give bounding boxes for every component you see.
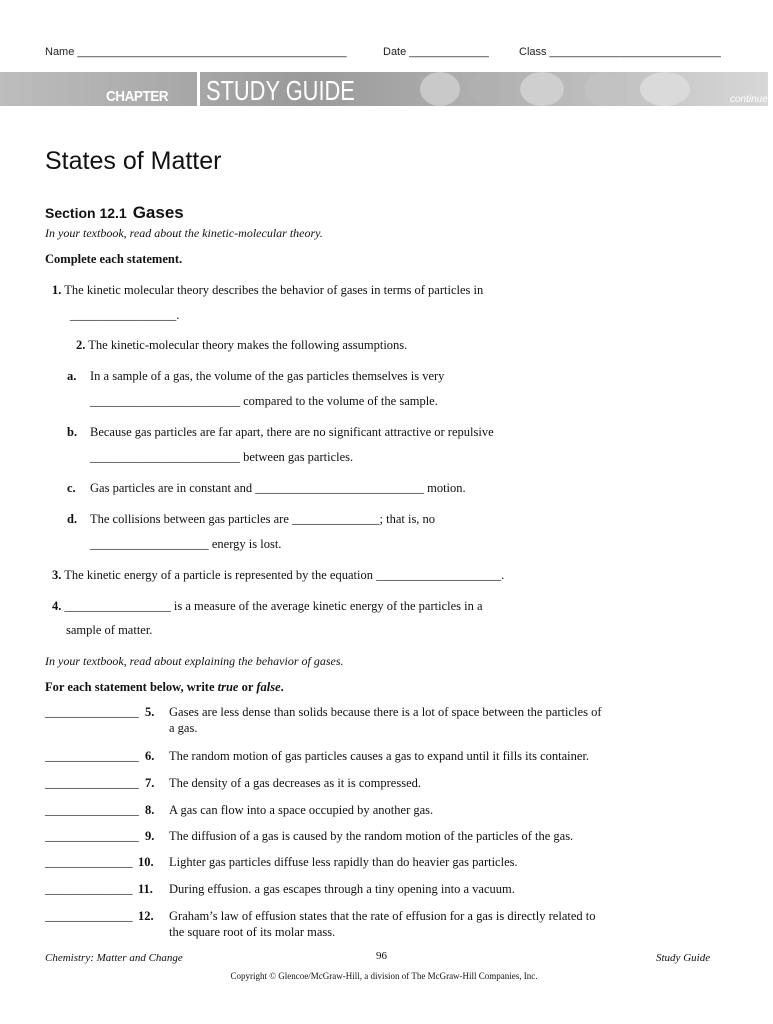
question-4-line2: sample of matter. xyxy=(66,623,153,637)
item-text: A gas can flow into a space occupied by another gas. xyxy=(169,803,434,817)
item-letter: b. xyxy=(67,425,78,439)
question-2 xyxy=(76,337,407,353)
page-title: States of Matter xyxy=(45,147,222,175)
continued-label: continued xyxy=(730,94,773,105)
word-false: false xyxy=(256,680,281,694)
question-text: The kinetic molecular theory describes the behavior of gases in terms of particles in xyxy=(64,283,484,297)
section-name: Gases xyxy=(132,203,184,222)
item-number: 7. xyxy=(145,776,155,790)
copyright-notice: Copyright © Glencoe/McGraw-Hill, a division of The McGraw-Hill Companies, Inc. xyxy=(230,971,538,981)
answer-blank[interactable]: _______________ xyxy=(45,705,139,719)
question-number: 1. xyxy=(52,283,62,297)
item-number: 8. xyxy=(145,803,155,817)
name-field[interactable]: Name ____________________________________________ xyxy=(45,46,347,58)
directions-prefix: For each statement below, write xyxy=(45,680,218,694)
answer-blank[interactable]: ______________ xyxy=(45,855,133,869)
answer-blank[interactable]: _______________ xyxy=(45,803,139,817)
date-field[interactable]: Date _____________ xyxy=(383,46,489,58)
section-heading xyxy=(45,203,184,223)
item-2a-line1: In a sample of a gas, the volume of the gas particles themselves is very xyxy=(90,369,445,383)
directions-2 xyxy=(45,679,284,695)
directions-1: Complete each statement. xyxy=(45,252,183,266)
chapter-banner xyxy=(0,72,773,106)
answer-blank[interactable]: ______________ xyxy=(45,882,133,896)
item-2b-line1: Because gas particles are far apart, there are no significant attractive or repulsive xyxy=(90,425,494,439)
item-text: Graham’s law of effusion states that the rate of effusion for a gas is directly related to xyxy=(169,909,596,923)
banner-divider xyxy=(197,72,200,106)
item-number: 12. xyxy=(138,909,154,923)
question-text: _________________ is a measure of the average kinetic energy of the particles in a xyxy=(64,599,483,613)
item-text: During effusion. a gas escapes through a tiny opening into a vacuum. xyxy=(169,882,515,896)
item-number: 6. xyxy=(145,749,155,763)
item-2d-line1[interactable]: The collisions between gas particles are ______________; that is, no xyxy=(90,512,436,526)
chapter-label: CHAPTER xyxy=(106,88,169,105)
page-number: 96 xyxy=(376,950,387,962)
item-text: Lighter gas particles diffuse less rapidly than do heavier gas particles. xyxy=(169,855,518,869)
reading-instruction-1: In your textbook, read about the kinetic-molecular theory. xyxy=(45,226,323,240)
directions-or: or xyxy=(238,680,257,694)
item-number: 10. xyxy=(138,855,154,869)
question-text: The kinetic-molecular theory makes the following assumptions. xyxy=(88,338,408,352)
item-number: 9. xyxy=(145,829,155,843)
answer-blank[interactable]: _______________ xyxy=(45,776,139,790)
item-letter: d. xyxy=(67,512,78,526)
item-2d-line2[interactable]: ___________________ energy is lost. xyxy=(90,537,282,551)
item-letter: c. xyxy=(67,481,76,495)
item-text: The random motion of gas particles causes a gas to expand until it fills its container. xyxy=(169,749,590,763)
class-field[interactable]: Class ____________________________ xyxy=(519,46,721,58)
word-true: true xyxy=(217,680,239,694)
question-4[interactable] xyxy=(52,598,483,614)
item-text-continued: a gas. xyxy=(169,721,198,735)
item-2b-line2[interactable]: ________________________ between gas particles. xyxy=(90,450,354,464)
question-number: 2. xyxy=(76,338,86,352)
answer-blank[interactable]: _________________. xyxy=(70,308,180,322)
question-3[interactable] xyxy=(52,567,504,583)
question-1 xyxy=(52,282,483,298)
item-text: Gases are less dense than solids because there is a lot of space between the particles of xyxy=(169,705,602,719)
item-letter: a. xyxy=(67,369,77,383)
item-number: 11. xyxy=(138,882,153,896)
section-number: Section 12.1 xyxy=(45,205,127,221)
footer-study-guide: Study Guide xyxy=(656,952,711,964)
question-number: 4. xyxy=(52,599,62,613)
footer-book-title: Chemistry: Matter and Change xyxy=(45,952,183,964)
item-text-continued: the square root of its molar mass. xyxy=(169,925,336,939)
item-text: The density of a gas decreases as it is compressed. xyxy=(169,776,422,790)
answer-blank[interactable]: ______________ xyxy=(45,909,133,923)
item-number: 5. xyxy=(145,705,155,719)
directions-end: . xyxy=(280,680,284,694)
item-text: The diffusion of a gas is caused by the random motion of the particles of the gas. xyxy=(169,829,574,843)
study-guide-label: STUDY GUIDE xyxy=(206,75,355,106)
item-2a-line2[interactable]: ________________________ compared to the volume of the sample. xyxy=(90,394,438,408)
answer-blank[interactable]: _______________ xyxy=(45,829,139,843)
answer-blank[interactable]: _______________ xyxy=(45,749,139,763)
question-text: The kinetic energy of a particle is represented by the equation ____________________. xyxy=(64,568,505,582)
reading-instruction-2: In your textbook, read about explaining the behavior of gases. xyxy=(45,654,344,668)
item-2c-line1[interactable]: Gas particles are in constant and ___________________________ motion. xyxy=(90,481,466,495)
question-number: 3. xyxy=(52,568,62,582)
